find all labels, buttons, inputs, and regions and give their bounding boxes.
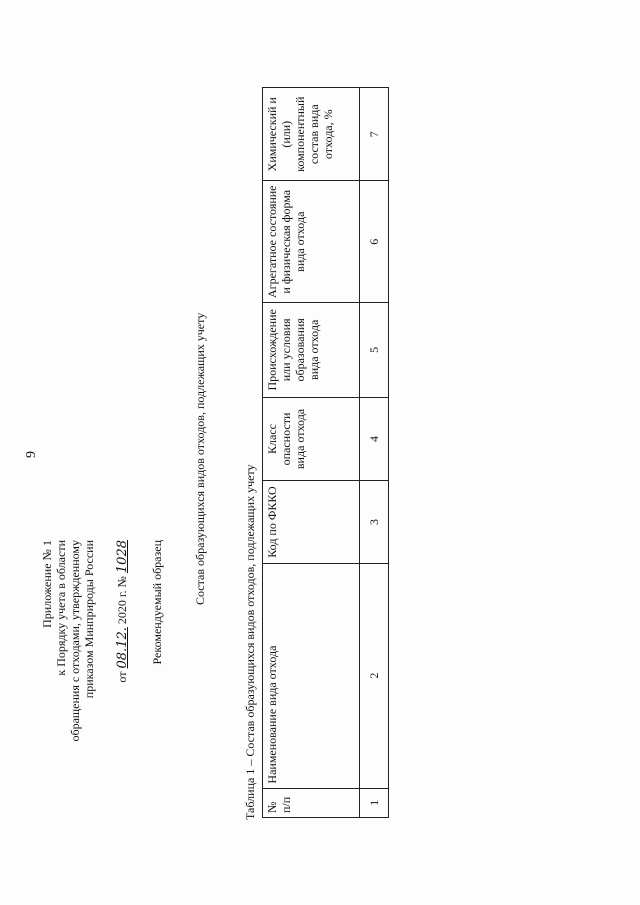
year-text: 2020 г. № bbox=[115, 576, 129, 625]
header-cell-number: № п/п bbox=[263, 788, 360, 817]
handwritten-date: 08.12. bbox=[115, 627, 130, 669]
table-header-row bbox=[263, 88, 360, 818]
date-prefix: от bbox=[115, 671, 129, 683]
header-cell-waste-name: Наименование вида отхода bbox=[263, 563, 360, 788]
document-title: Состав образующихся видов отходов, подлежащих учету bbox=[193, 312, 207, 605]
appendix-line: обращения с отходами, утвержденному bbox=[68, 540, 82, 742]
waste-composition-table bbox=[262, 87, 389, 818]
header-cell-hazard-class: Класс опасности вида отхода bbox=[263, 397, 360, 481]
column-number-cell: 7 bbox=[360, 88, 389, 181]
column-number-cell: 5 bbox=[360, 302, 389, 397]
appendix-header bbox=[40, 540, 96, 800]
table-row bbox=[360, 88, 389, 818]
appendix-line: к Порядку учета в области bbox=[54, 540, 68, 676]
column-number-cell: 1 bbox=[360, 788, 389, 817]
header-cell-origin: Происхождение или условия образования вида отхода bbox=[263, 302, 360, 397]
header-cell-physical-form: Агрегатное состояние и физическая форма вида отхода bbox=[263, 181, 360, 303]
column-number-cell: 3 bbox=[360, 481, 389, 563]
header-cell-fkko-code: Код по ФККО bbox=[263, 481, 360, 563]
column-number-cell: 2 bbox=[360, 563, 389, 788]
column-number-cell: 4 bbox=[360, 397, 389, 481]
header-cell-composition: Химический и (или) компонентный состав вида отхода, % bbox=[263, 88, 360, 181]
appendix-line: Приложение № 1 bbox=[40, 540, 54, 628]
table-caption: Таблица 1 – Состав образующихся видов отходов, подлежащих учету bbox=[243, 464, 257, 820]
column-number-cell: 6 bbox=[360, 181, 389, 303]
recommended-sample-label: Рекомендуемый образец bbox=[150, 540, 164, 665]
appendix-line: приказом Минприроды России bbox=[82, 540, 96, 699]
handwritten-order-number: 1028 bbox=[115, 540, 130, 574]
order-date-line bbox=[115, 540, 130, 800]
page-number: 9 bbox=[24, 451, 39, 458]
